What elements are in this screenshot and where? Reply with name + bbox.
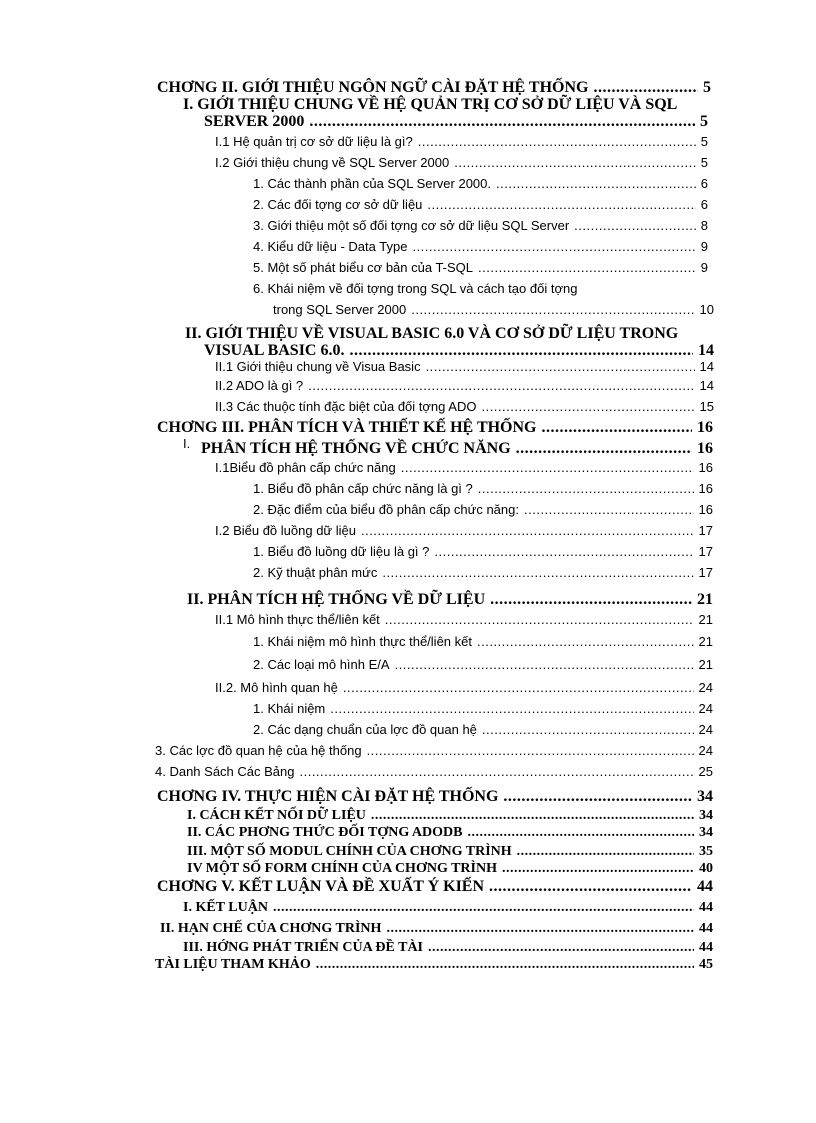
toc-entry-4-IV[interactable] <box>187 862 713 876</box>
toc-leader-dots <box>477 635 694 648</box>
toc-entry-title: I. CÁCH KẾT NỐI DỮ LIỆU <box>187 808 366 823</box>
toc-entry-chapter-3[interactable] <box>157 420 713 436</box>
toc-entry-title: CHƠNG IV. THỰC HIỆN CÀI ĐẶT HỆ THỐNG <box>157 788 499 805</box>
toc-entry-3-3[interactable] <box>155 744 713 757</box>
toc-leader-dots <box>371 809 694 823</box>
toc-leader-dots <box>481 400 694 413</box>
toc-entry-title: I.1 Hệ quản trị cơ sở dữ liệu là gì? <box>215 134 413 149</box>
toc-entry-2-I-2-6[interactable] <box>273 303 714 316</box>
toc-entry-references[interactable] <box>155 958 713 972</box>
toc-entry-title: I.2 Giới thiệu chung về SQL Server 2000 <box>215 155 450 170</box>
toc-leader-dots <box>496 177 696 190</box>
toc-page-number: 17 <box>698 544 713 559</box>
toc-entry-title: 2. Các dạng chuẩn của lợc đồ quan hệ <box>253 722 477 737</box>
toc-entry-3-I-2[interactable] <box>215 524 713 537</box>
toc-leader-dots <box>367 744 694 757</box>
toc-page-number: 16 <box>697 440 713 457</box>
toc-entry-title-line2: SERVER 2000 <box>204 113 305 130</box>
toc-page-number: 14 <box>699 378 714 393</box>
toc-leader-dots <box>426 360 695 373</box>
toc-entry-title: II. CÁC PHƠNG THỨC ĐỐI TỢNG ADODB <box>187 825 463 840</box>
toc-entry-2-I-2-5[interactable] <box>253 261 708 274</box>
toc-page-number: 15 <box>699 399 714 414</box>
toc-leader-dots <box>343 681 694 694</box>
toc-entry-3-I-1-2[interactable] <box>253 503 713 516</box>
toc-entry-title: CHƠNG II. GIỚI THIỆU NGÔN NGỮ CÀI ĐẶT HỆ THỐNG <box>157 79 589 96</box>
toc-leader-dots <box>489 879 692 895</box>
toc-entry-3-I-2-2[interactable] <box>253 566 713 579</box>
toc-entry-title: II.2. Mô hình quan hệ <box>215 680 338 695</box>
toc-entry-title: 1. Biểu đồ phân cấp chức năng là gì ? <box>253 481 473 496</box>
toc-leader-dots <box>308 379 694 392</box>
toc-entry-number: I. <box>183 436 191 451</box>
toc-entry-3-II-1-1[interactable] <box>253 635 713 648</box>
toc-entry-3-I-1-1[interactable] <box>253 482 713 495</box>
toc-entry-title: CHƠNG V. KẾT LUẬN VÀ ĐỀ XUẤT Ý KIẾN <box>157 878 485 895</box>
toc-entry-title: 5. Một số phát biểu cơ bản của T-SQL <box>253 260 474 275</box>
toc-entry-5-II[interactable] <box>160 922 713 936</box>
toc-page-number: 35 <box>699 844 713 859</box>
toc-page-number: 44 <box>699 921 713 936</box>
toc-page-number: 14 <box>699 359 714 374</box>
toc-entry-5-III[interactable] <box>183 941 713 955</box>
toc-page-number: 45 <box>699 957 713 972</box>
toc-leader-dots <box>502 862 694 876</box>
toc-entry-2-II-1[interactable] <box>215 360 714 373</box>
toc-entry-title: IV MỘT SỐ FORM CHÍNH CỦA CHƠNG TRÌNH <box>187 861 497 876</box>
toc-entry-title-line1: 6. Khái niệm về đối tợng trong SQL và cách tạo đối tợng <box>253 281 578 296</box>
toc-page-number: 9 <box>700 260 708 275</box>
toc-entry-section-2-I[interactable] <box>204 114 708 130</box>
toc-page-number: 34 <box>697 788 713 805</box>
toc-entry-3-II-2-1[interactable] <box>253 702 713 715</box>
toc-page-number: 16 <box>698 481 713 496</box>
toc-entry-title: 2. Các loại mô hình E/A <box>253 657 390 672</box>
toc-entry-title: TÀI LIỆU THAM KHẢO <box>155 957 311 972</box>
toc-entry-title: 2. Đặc điểm của biểu đồ phân cấp chức năng: <box>253 502 519 517</box>
toc-leader-dots <box>482 723 694 736</box>
toc-leader-dots <box>574 219 696 232</box>
toc-leader-dots <box>330 702 693 715</box>
toc-leader-dots <box>382 566 693 579</box>
toc-leader-dots <box>593 80 698 96</box>
toc-page-number: 17 <box>698 523 713 538</box>
toc-entry-title: III. MỘT SỐ MODUL CHÍNH CỦA CHƠNG TRÌNH <box>187 844 512 859</box>
toc-entry-title: 4. Danh Sách Các Bảng <box>155 764 295 779</box>
toc-leader-dots <box>349 343 693 359</box>
toc-entry-3-II-2-2[interactable] <box>253 723 713 736</box>
toc-entry-title: II.3 Các thuộc tính đặc biệt của đối tợng ADO <box>215 399 477 414</box>
toc-entry-section-2-II[interactable] <box>204 343 714 359</box>
toc-leader-dots <box>401 461 694 474</box>
toc-entry-title: II.1 Giới thiệu chung về Visua Basic <box>215 359 421 374</box>
toc-leader-dots <box>411 303 694 316</box>
toc-leader-dots <box>309 114 695 130</box>
toc-entry-title: 3. Các lợc đồ quan hệ của hệ thống <box>155 743 362 758</box>
toc-entry-title: PHÂN TÍCH HỆ THỐNG VỀ CHỨC NĂNG <box>201 440 511 457</box>
toc-page-number: 16 <box>697 419 713 436</box>
toc-page-number: 9 <box>700 239 708 254</box>
toc-leader-dots <box>434 545 693 558</box>
toc-entry-title: II. HẠN CHẾ CỦA CHƠNG TRÌNH <box>160 921 382 936</box>
toc-entry-2-I-2-4[interactable] <box>253 240 708 253</box>
toc-leader-dots <box>490 592 692 608</box>
toc-entry-2-I-2-3[interactable] <box>253 219 708 232</box>
toc-leader-dots <box>542 420 693 436</box>
toc-page-number: 21 <box>698 634 713 649</box>
toc-entry-chapter-2[interactable] <box>157 80 711 96</box>
toc-entry-2-I-2-2[interactable] <box>253 198 708 211</box>
toc-entry-title: II. PHÂN TÍCH HỆ THỐNG VỀ DỮ LIỆU <box>187 591 486 608</box>
toc-leader-dots <box>395 658 694 671</box>
toc-page-number: 34 <box>699 825 713 840</box>
toc-page-number: 5 <box>700 155 708 170</box>
toc-entry-title-line2: VISUAL BASIC 6.0. <box>204 342 345 359</box>
toc-entry-2-II-2[interactable] <box>215 379 714 392</box>
toc-entry-2-I-2-1[interactable] <box>253 177 708 190</box>
toc-page-number: 21 <box>698 612 713 627</box>
toc-page-number: 44 <box>699 900 713 915</box>
toc-entry-title: 1. Các thành phần của SQL Server 2000. <box>253 176 492 191</box>
toc-leader-dots <box>418 135 696 148</box>
toc-entry-title: I.1Biểu đồ phân cấp chức năng <box>215 460 396 475</box>
toc-entry-title: I.2 Biểu đồ luồng dữ liệu <box>215 523 356 538</box>
toc-entry-3-II-1-2[interactable] <box>253 658 713 671</box>
toc-page-number: 24 <box>698 743 713 758</box>
toc-page-number: 8 <box>700 218 708 233</box>
toc-page-number: 16 <box>698 460 713 475</box>
toc-leader-dots <box>468 826 695 840</box>
toc-page-number: 5 <box>700 134 708 149</box>
toc-entry-2-I-1[interactable] <box>215 135 708 148</box>
toc-page-number: 21 <box>697 591 713 608</box>
toc-entry-3-I-1[interactable] <box>215 461 713 474</box>
toc-entry-title: 2. Kỹ thuật phân mức <box>253 565 378 580</box>
toc-entry-section-3-I[interactable] <box>201 441 713 457</box>
toc-leader-dots <box>385 613 694 626</box>
toc-entry-3-4[interactable] <box>155 765 713 778</box>
toc-leader-dots <box>427 198 695 211</box>
toc-leader-dots <box>516 441 692 457</box>
toc-page-number: 34 <box>699 808 713 823</box>
toc-entry-title-line1 <box>185 326 678 342</box>
toc-page-number: 21 <box>698 657 713 672</box>
toc-leader-dots <box>478 261 696 274</box>
toc-entry-title-line1-tail: TRONG <box>619 325 679 342</box>
toc-entry-3-II-2[interactable] <box>215 681 713 694</box>
toc-leader-dots <box>361 524 694 537</box>
toc-page-number: 24 <box>698 722 713 737</box>
toc-entry-title-line1: I. GIỚI THIỆU CHUNG VỀ HỆ QUẢN TRỊ CƠ SỞ DỮ LIỆU VÀ SQL <box>183 96 678 113</box>
toc-page-number: 14 <box>698 342 714 359</box>
toc-page-number: 24 <box>698 680 713 695</box>
toc-entry-chapter-4[interactable] <box>157 789 713 805</box>
toc-entry-3-I-2-1[interactable] <box>253 545 713 558</box>
toc-leader-dots <box>524 503 694 516</box>
toc-entry-title: 1. Biểu đồ luồng dữ liệu là gì ? <box>253 544 430 559</box>
toc-entry-5-I[interactable] <box>183 901 713 915</box>
toc-leader-dots <box>386 922 694 936</box>
toc-leader-dots <box>316 958 694 972</box>
toc-entry-title-line1-text: II. GIỚI THIỆU VỀ VISUAL BASIC 6.0 VÀ CƠ SỞ DỮ LIỆU <box>185 325 616 342</box>
toc-entry-title: II.1 Mô hình thực thể/liên kết <box>215 612 380 627</box>
toc-entry-2-II-3[interactable] <box>215 400 714 413</box>
toc-entry-4-I[interactable] <box>187 809 713 823</box>
toc-entry-title: 4. Kiểu dữ liệu - Data Type <box>253 239 408 254</box>
toc-page-number: 5 <box>703 79 711 96</box>
toc-entry-3-II-1[interactable] <box>215 613 713 626</box>
toc-page-number: 40 <box>699 861 713 876</box>
toc-page-number: 16 <box>698 502 713 517</box>
toc-leader-dots <box>503 789 692 805</box>
toc-leader-dots <box>454 156 696 169</box>
toc-entry-4-III[interactable] <box>187 845 713 859</box>
toc-page-number: 44 <box>697 878 713 895</box>
toc-page-number: 24 <box>698 701 713 716</box>
toc-entry-title-line2: trong SQL Server 2000 <box>273 302 407 317</box>
toc-page-number: 44 <box>699 940 713 955</box>
toc-entry-title: CHƠNG III. PHÂN TÍCH VÀ THIẾT KẾ HỆ THỐNG <box>157 419 537 436</box>
toc-entry-title: 2. Các đối tợng cơ sở dữ liệu <box>253 197 423 212</box>
toc-leader-dots <box>517 845 694 859</box>
toc-entry-title: 1. Khái niệm mô hình thực thể/liên kết <box>253 634 472 649</box>
toc-entry-chapter-5[interactable] <box>157 879 713 895</box>
toc-entry-4-II[interactable] <box>187 826 713 840</box>
toc-page-number: 5 <box>700 113 708 130</box>
toc-page-number: 6 <box>700 197 708 212</box>
toc-leader-dots <box>273 901 694 915</box>
toc-leader-dots <box>428 941 694 955</box>
toc-leader-dots <box>478 482 694 495</box>
toc-leader-dots <box>299 765 693 778</box>
toc-page-number: 10 <box>699 302 714 317</box>
toc-entry-title: III. HỚNG PHÁT TRIỂN CỦA ĐỀ TÀI <box>183 940 424 955</box>
toc-entry-title: II.2 ADO là gì ? <box>215 378 304 393</box>
toc-entry-section-3-II[interactable] <box>187 592 713 608</box>
toc-page-number: 25 <box>698 764 713 779</box>
toc-page-number: 17 <box>698 565 713 580</box>
toc-page-number: 6 <box>700 176 708 191</box>
toc-entry-title: I. KẾT LUẬN <box>183 900 268 915</box>
toc-leader-dots <box>412 240 695 253</box>
toc-entry-2-I-2[interactable] <box>215 156 708 169</box>
toc-entry-title: 1. Khái niệm <box>253 701 326 716</box>
toc-entry-title: 3. Giới thiệu một số đối tợng cơ sở dữ liệu SQL Server <box>253 218 570 233</box>
